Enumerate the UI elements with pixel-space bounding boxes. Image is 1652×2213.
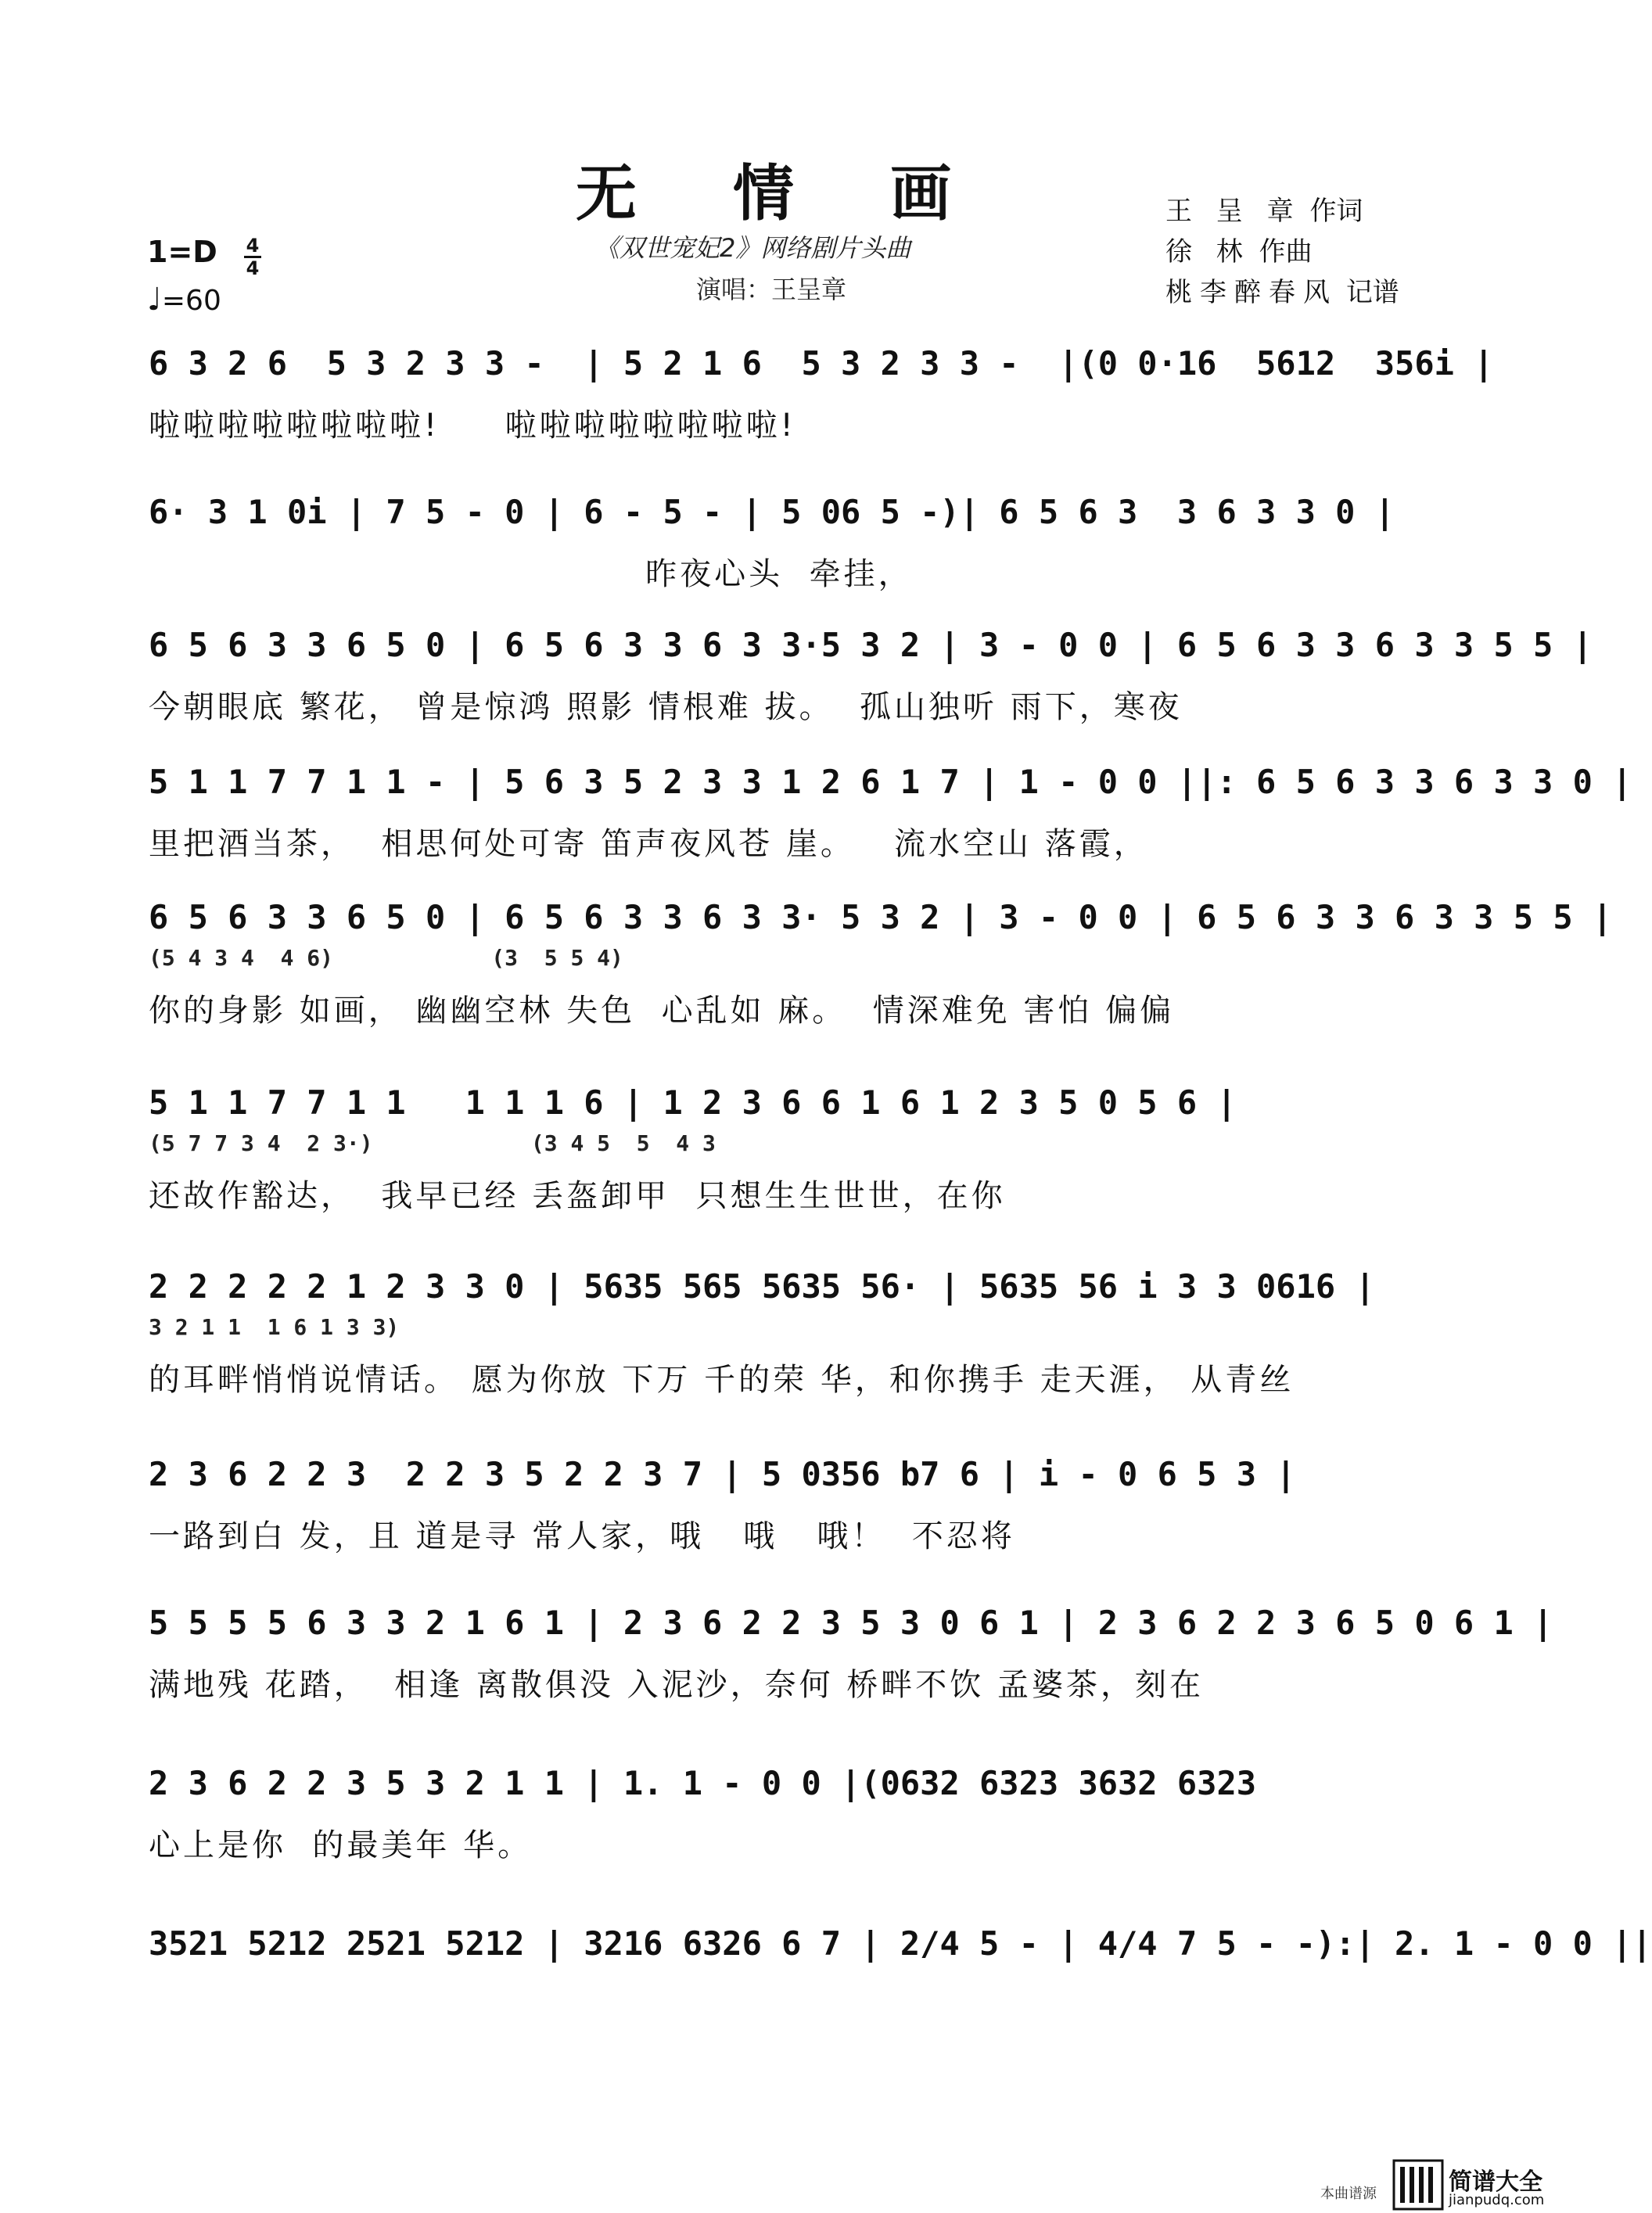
notation-line: 6 5 6 3 3 6 5 0 | 6 5 6 3 3 6 3 3· 5 3 2 | 3 - 0 0 | 6 5 6 3 3 6 3 3 5 5 |: [149, 898, 1613, 936]
credit-composer: 徐 林 作曲: [1165, 236, 1313, 268]
score-system-3: [149, 626, 1593, 726]
score-system-2: [149, 493, 1424, 593]
time-signature: [244, 236, 261, 278]
harmony-line: (5 7 7 3 4 2 3·) (3 4 5 5 4 3: [149, 1130, 716, 1156]
credit-transcriber: 桃李醉春风 记谱: [1165, 277, 1399, 308]
singer: 演唱：王呈章: [696, 275, 847, 304]
quarter-note-icon: ♩: [147, 282, 162, 318]
notation-line: 2 3 6 2 2 3 2 2 3 5 2 2 3 7 | 5 0356 b7 6 | i - 0 6 5 3 |: [149, 1455, 1296, 1493]
notation-line: 6 5 6 3 3 6 5 0 | 6 5 6 3 3 6 3 3·5 3 2 | 3 - 0 0 | 6 5 6 3 3 6 3 3 5 5 |: [149, 626, 1593, 664]
harmony-line: (5 4 3 4 4 6) (3 5 5 4): [149, 945, 623, 971]
lyrics-line: 一路到白 发，且 道是寻 常人家，哦 哦 哦！ 不忍将: [149, 1518, 1015, 1554]
tempo-value: =60: [161, 285, 221, 317]
key-signature: 1=D: [147, 235, 217, 269]
lyrics-line: 里把酒当茶， 相思何处可寄 笛声夜风苍 崖。 流水空山 落霞，: [149, 826, 1148, 862]
page-title: 无 情 画: [575, 158, 989, 229]
notation-line: 3521 5212 2521 5212 | 3216 6326 6 7 | 2/4 5 - | 4/4 7 5 - -):| 2. 1 - 0 0 ||: [149, 1924, 1652, 1963]
time-signature-bottom: 4: [246, 257, 260, 279]
score-system-11: [149, 1924, 1652, 2024]
notation-line: 5 1 1 7 7 1 1 - | 5 6 3 5 2 3 3 1 2 6 1 7 | 1 - 0 0 ||: 6 5 6 3 3 6 3 3 0 |: [149, 763, 1632, 801]
notation-line: 2 2 2 2 2 1 2 3 3 0 | 5635 565 5635 56· | 5635 56 i 3 3 0616 |: [149, 1267, 1375, 1306]
score-system-10: [149, 1764, 1424, 1864]
lyrics-line: [149, 1981, 1424, 2024]
lyrics-line: 还故作豁达， 我早已经 丢盔卸甲 只想生生世世，在你: [149, 1178, 1006, 1214]
score-system-7: [149, 1267, 1424, 1399]
notation-line: 6 3 2 6 5 3 2 3 3 - | 5 2 1 6 5 3 2 3 3 - |(0 0·16 5612 356i |: [149, 344, 1494, 383]
lyrics-line: 今朝眼底 繁花， 曾是惊鸿 照影 情根难 拔。 孤山独听 雨下，寒夜: [149, 689, 1183, 725]
score-system-6: [149, 1083, 1424, 1215]
lyrics-line: 你的身影 如画， 幽幽空林 失色 心乱如 麻。 情深难免 害怕 偏偏: [149, 993, 1175, 1029]
lyrics-line: 的耳畔悄悄说情话。 愿为你放 下万 千的荣 华，和你携手 走天涯， 从青丝: [149, 1362, 1295, 1398]
credits: [1165, 191, 1399, 313]
credit-lyricist: 王 呈 章 作词: [1165, 196, 1363, 227]
lyrics-line: 满地残 花踏， 相逢 离散俱没 入泥沙，奈何 桥畔不饮 孟婆茶，刻在: [149, 1667, 1205, 1703]
score-system-5: [149, 898, 1613, 1029]
tempo: [147, 282, 221, 318]
footer-note: 本曲谱源: [1320, 2186, 1377, 2202]
lyrics-line: 心上是你 的最美年 华。: [149, 1827, 533, 1863]
logo-name: 简谱大全: [1449, 2168, 1542, 2196]
score-system-4: [149, 763, 1632, 863]
notation-line: 6· 3 1 0i | 7 5 - 0 | 6 - 5 - | 5 06 5 -)| 6 5 6 3 3 6 3 3 0 |: [149, 493, 1395, 531]
notation-line: 2 3 6 2 2 3 5 3 2 1 1 | 1. 1 - 0 0 |(0632 6323 3632 6323: [149, 1764, 1257, 1802]
notation-line: 5 5 5 5 6 3 3 2 1 6 1 | 2 3 6 2 2 3 5 3 0 6 1 | 2 3 6 2 2 3 6 5 0 6 1 |: [149, 1604, 1553, 1642]
time-signature-top: 4: [246, 235, 260, 257]
lyrics-line: 昨夜心头 牵挂，: [149, 556, 913, 592]
lyrics-line: 啦啦啦啦啦啦啦啦! 啦啦啦啦啦啦啦啦!: [149, 408, 796, 444]
harmony-line: 3 2 1 1 1 6 1 3 3): [149, 1314, 400, 1340]
score-system-9: [149, 1604, 1553, 1704]
notation-line: 5 1 1 7 7 1 1 1 1 1 6 | 1 2 3 6 6 1 6 1 2 3 5 0 5 6 |: [149, 1083, 1237, 1122]
logo-site: jianpudq.com: [1449, 2192, 1545, 2208]
score-system-8: [149, 1455, 1424, 1555]
song-subtitle: 《双世宠妃2》网络剧片头曲: [594, 233, 911, 263]
score-system-1: [149, 344, 1494, 444]
piano-logo-icon: [1394, 2161, 1442, 2209]
